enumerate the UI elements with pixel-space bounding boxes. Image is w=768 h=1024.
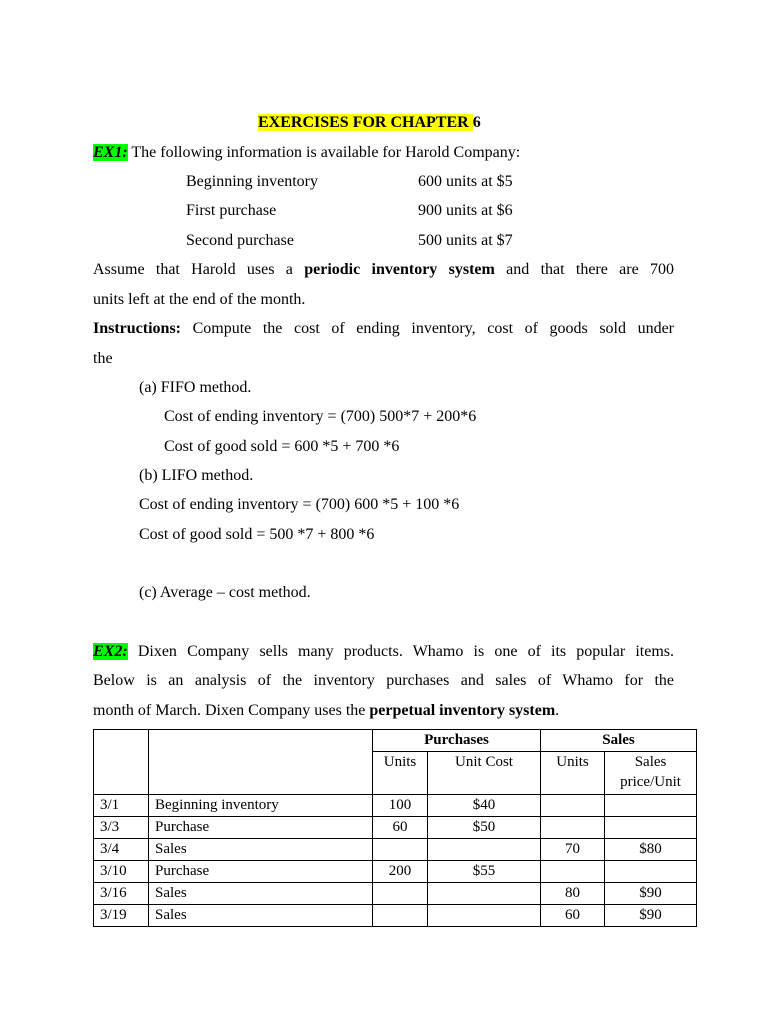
row-sales-price [605, 795, 697, 817]
table-row [94, 861, 697, 883]
ex2-line3-end: . [555, 702, 560, 719]
row-unit-cost: $40 [428, 795, 541, 817]
header-empty-date [94, 730, 149, 795]
header-empty-desc [149, 730, 373, 795]
header-sales-units: Units [541, 752, 605, 795]
ex2-intro [93, 642, 674, 662]
header-sales: Sales [541, 730, 697, 752]
row-sales-price: $80 [605, 839, 697, 861]
row-description: Sales [149, 883, 373, 905]
ex2-line3-text: month of March. Dixen Company uses the [93, 702, 370, 719]
ex2-line2: Below is an analysis of the inventory purchases and sales of Whamo for the [93, 672, 674, 689]
ex1-intro [93, 143, 520, 163]
row-description: Beginning inventory [149, 795, 373, 817]
inventory-table [93, 729, 697, 927]
header-unit-cost: Unit Cost [428, 752, 541, 795]
header-sales-price-line2: price/Unit [620, 774, 681, 790]
ex1-assumption [93, 260, 674, 280]
ex1-item-name: First purchase [186, 202, 277, 219]
table-header-row [94, 730, 697, 752]
row-unit-cost [428, 905, 541, 927]
row-purchase-units: 100 [373, 795, 428, 817]
row-purchase-units [373, 905, 428, 927]
ex1-item-value: 500 units at $7 [418, 232, 513, 249]
table-row [94, 839, 697, 861]
periodic-system-term: periodic inventory system [304, 261, 495, 278]
part-a-cogs: Cost of good sold = 600 *5 + 700 *6 [164, 438, 400, 455]
instructions-text: Compute the cost of ending inventory, cost of goods sold under [192, 320, 675, 337]
ex2-label: EX2: [93, 643, 128, 660]
row-description: Sales [149, 839, 373, 861]
perpetual-system-term: perpetual inventory system [369, 702, 556, 719]
row-purchase-units [373, 883, 428, 905]
row-sales-units [541, 795, 605, 817]
header-purchase-units: Units [373, 752, 428, 795]
row-sales-units [541, 861, 605, 883]
assumption-text-end: and that there are 700 [506, 261, 675, 278]
row-purchase-units: 200 [373, 861, 428, 883]
header-sales-price [605, 752, 697, 795]
row-sales-price [605, 861, 697, 883]
ex2-line3 [93, 701, 559, 721]
ex1-intro-text: The following information is available for Harold Company: [127, 144, 521, 161]
ex1-item-value: 900 units at $6 [418, 202, 513, 219]
part-b-label: (b) LIFO method. [139, 467, 254, 484]
row-sales-units: 60 [541, 905, 605, 927]
row-purchase-units: 60 [373, 817, 428, 839]
row-date: 3/16 [94, 883, 149, 905]
row-date: 3/1 [94, 795, 149, 817]
ex1-instructions-line2: the [93, 350, 113, 367]
ex2-line1: Dixen Company sells many products. Whamo is one of its popular items. [127, 643, 674, 660]
part-b-cogs: Cost of good sold = 500 *7 + 800 *6 [139, 526, 375, 543]
row-date: 3/3 [94, 817, 149, 839]
row-sales-price: $90 [605, 883, 697, 905]
ex1-assumption-line2: units left at the end of the month. [93, 291, 306, 308]
ex1-label: EX1: [93, 144, 128, 161]
table-row [94, 817, 697, 839]
part-a-ending-inventory: Cost of ending inventory = (700) 500*7 + 200*6 [164, 408, 477, 425]
row-unit-cost: $50 [428, 817, 541, 839]
row-description: Sales [149, 905, 373, 927]
row-unit-cost: $55 [428, 861, 541, 883]
assumption-text: Assume that Harold uses a [93, 261, 293, 278]
row-sales-price: $90 [605, 905, 697, 927]
page-title [258, 113, 481, 133]
ex1-item-name: Second purchase [186, 232, 294, 249]
header-sales-price-line1: Sales [634, 754, 667, 770]
part-a-label: (a) FIFO method. [139, 379, 252, 396]
table-row [94, 883, 697, 905]
row-unit-cost [428, 839, 541, 861]
table-row [94, 795, 697, 817]
row-date: 3/10 [94, 861, 149, 883]
row-sales-price [605, 817, 697, 839]
row-description: Purchase [149, 817, 373, 839]
row-sales-units: 70 [541, 839, 605, 861]
ex1-instructions [93, 319, 674, 339]
table-row [94, 905, 697, 927]
row-sales-units [541, 817, 605, 839]
row-description: Purchase [149, 861, 373, 883]
part-c-label: (c) Average – cost method. [139, 584, 311, 601]
ex1-item-value: 600 units at $5 [418, 173, 513, 190]
row-sales-units: 80 [541, 883, 605, 905]
title-number: 6 [472, 114, 481, 131]
title-highlight: EXERCISES FOR CHAPTER [258, 114, 473, 131]
row-date: 3/19 [94, 905, 149, 927]
header-purchases: Purchases [373, 730, 541, 752]
row-date: 3/4 [94, 839, 149, 861]
row-unit-cost [428, 883, 541, 905]
ex1-item-name: Beginning inventory [186, 173, 318, 190]
instructions-label: Instructions: [93, 320, 182, 337]
part-b-ending-inventory: Cost of ending inventory = (700) 600 *5 + 100 *6 [139, 496, 460, 513]
row-purchase-units [373, 839, 428, 861]
